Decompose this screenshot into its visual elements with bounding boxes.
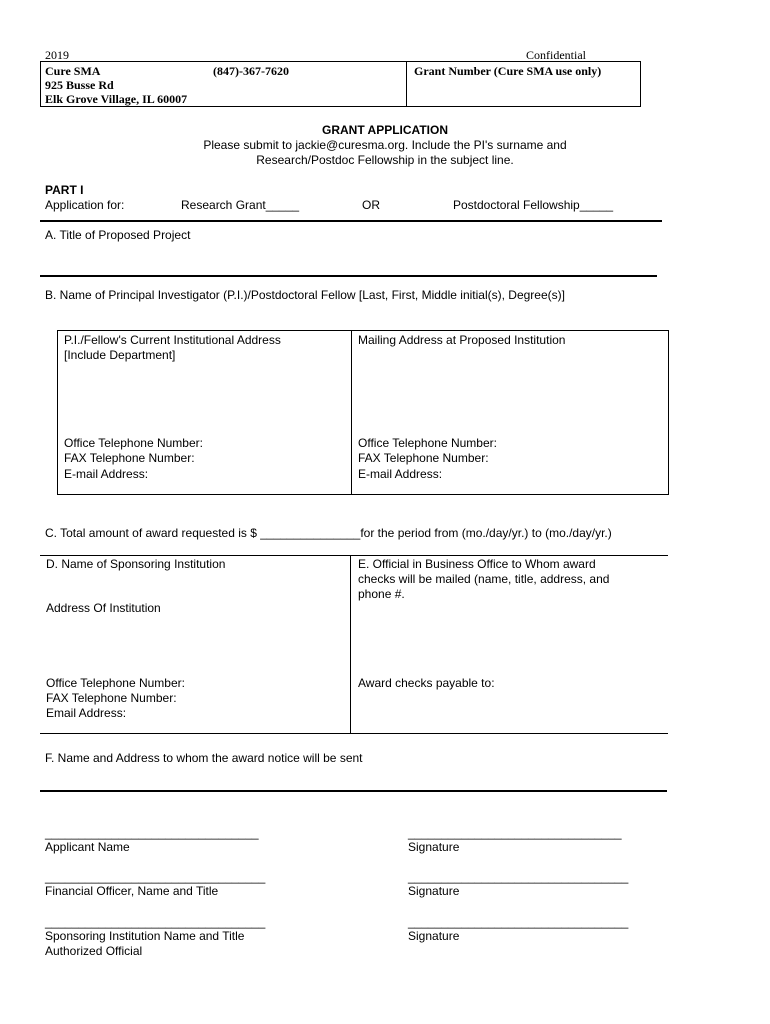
submit-instructions-line2: Research/Postdoc Fellowship in the subject line. [256,153,514,167]
section-de-divider [350,555,351,733]
current-office-phone-label: Office Telephone Number: [64,436,203,450]
sponsoring-signature-label: Signature [408,929,460,943]
page-title: GRANT APPLICATION [322,123,448,137]
sponsoring-signature-line[interactable]: _________________________________ [408,915,629,929]
section-e-line1: E. Official in Business Office to Whom award [358,557,596,571]
grant-number-label: Grant Number (Cure SMA use only) [414,64,602,78]
applicant-signature-line[interactable]: ________________________________ [408,826,622,840]
institution-office-phone-label: Office Telephone Number: [46,676,185,690]
section-a-answer-line[interactable] [40,275,657,277]
mailing-address-title: Mailing Address at Proposed Institution [358,333,566,347]
part1-label: PART I [45,183,84,197]
section-b-label: B. Name of Principal Investigator (P.I.)/Postdoctoral Fellow [Last, First, Middle initial(s), Degree(s)] [45,288,565,302]
submit-instructions-line1: Please submit to jackie@curesma.org. Include the PI's surname and [203,138,567,152]
financial-officer-signature-line[interactable]: _________________________________ [408,870,629,884]
sponsoring-institution-label: Sponsoring Institution Name and Title [45,929,245,943]
financial-officer-line[interactable]: _________________________________ [45,870,266,884]
current-email-label: E-mail Address: [64,467,149,481]
applicant-name-label: Applicant Name [45,840,130,854]
current-address-subtitle: [Include Department] [64,348,176,362]
section-e-line2: checks will be mailed (name, title, address, and [358,572,610,586]
sponsoring-institution-line[interactable]: _________________________________ [45,915,266,929]
org-address-line1: 925 Busse Rd [45,78,114,92]
financial-officer-label: Financial Officer, Name and Title [45,884,219,898]
institution-address-label: Address Of Institution [46,601,161,615]
current-fax-label: FAX Telephone Number: [64,451,195,465]
year: 2019 [45,48,69,62]
section-de-bottom-rule [40,733,668,734]
address-box-divider [351,330,352,495]
org-name: Cure SMA [45,64,101,78]
org-phone: (847)-367-7620 [213,64,289,78]
mailing-fax-label: FAX Telephone Number: [358,451,489,465]
section-d-label: D. Name of Sponsoring Institution [46,557,226,571]
org-address-line2: Elk Grove Village, IL 60007 [45,92,188,106]
section-de-top-rule [40,555,668,556]
section-e-line3: phone #. [358,587,405,601]
award-checks-payable-label: Award checks payable to: [358,676,495,690]
current-address-title: P.I./Fellow's Current Institutional Address [64,333,281,347]
or-label: OR [362,198,380,212]
section-f-answer-line[interactable] [40,790,667,792]
applicant-name-line[interactable]: ________________________________ [45,826,259,840]
research-grant-option[interactable]: Research Grant_____ [181,198,300,212]
financial-officer-signature-label: Signature [408,884,460,898]
mailing-office-phone-label: Office Telephone Number: [358,436,497,450]
application-for-label: Application for: [45,198,125,212]
header-divider [406,61,407,107]
mailing-email-label: E-mail Address: [358,467,443,481]
postdoc-option[interactable]: Postdoctoral Fellowship_____ [453,198,614,212]
institution-fax-label: FAX Telephone Number: [46,691,177,705]
authorized-official-label: Authorized Official [45,944,143,958]
section-c-label: C. Total amount of award requested is $ _______________for the period from (mo./day/yr.) to (mo./day/yr.) [45,526,612,540]
applicant-signature-label: Signature [408,840,460,854]
section-a-label: A. Title of Proposed Project [45,228,191,242]
section-f-label: F. Name and Address to whom the award notice will be sent [45,751,363,765]
confidential-label: Confidential [526,48,586,62]
part1-rule [40,220,662,222]
institution-email-label: Email Address: [46,706,127,720]
